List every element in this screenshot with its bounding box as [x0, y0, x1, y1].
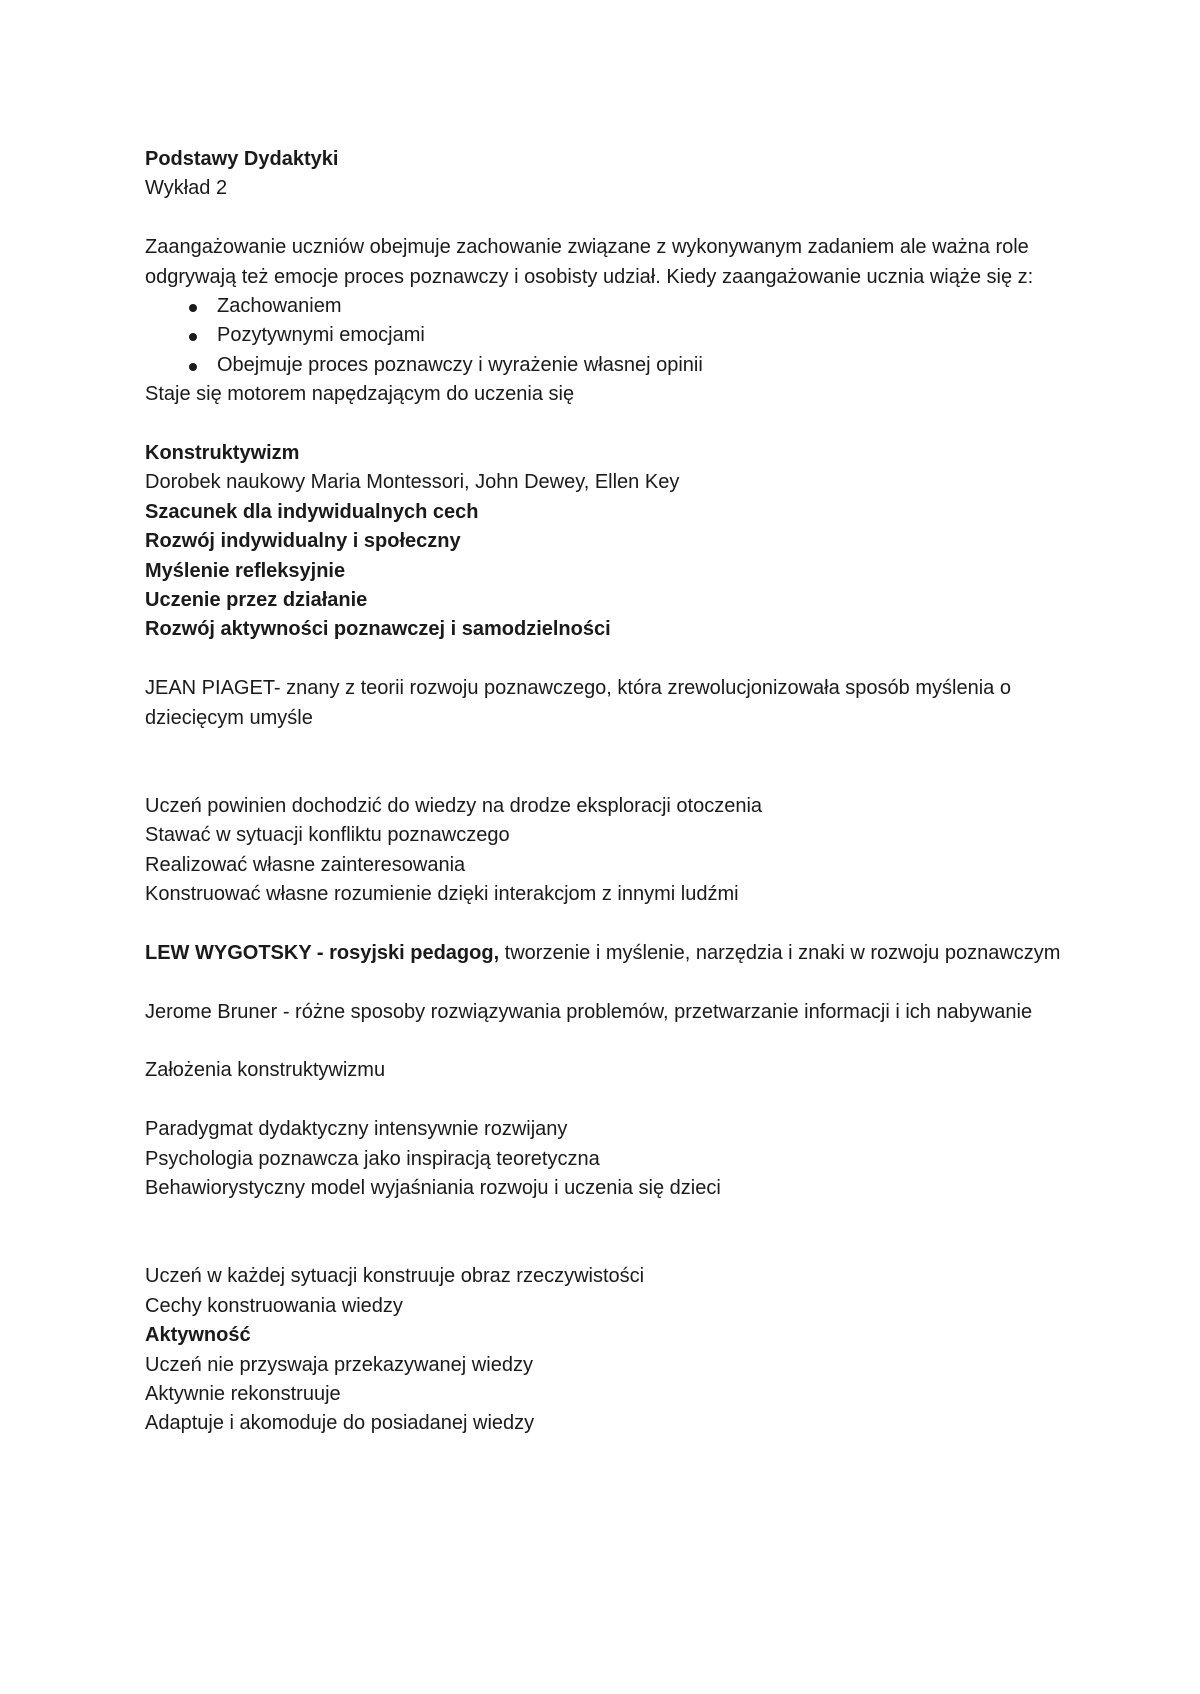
- construction-line: Uczeń w każdej sytuacji konstruuje obraz rzeczywistości: [145, 1265, 645, 1288]
- vygotsky-description: tworzenie i myślenie, narzędzia i znaki w rozwoju poznawczym: [499, 941, 1061, 964]
- constructivism-legacy: Dorobek naukowy Maria Montessori, John Dewey, Ellen Key: [145, 471, 680, 494]
- assumption-line: Paradygmat dydaktyczny intensywnie rozwijany: [145, 1118, 568, 1141]
- section-heading-constructivism: Konstruktywizm: [145, 442, 300, 465]
- bruner-paragraph: Jerome Bruner - różne sposoby rozwiązywania problemów, przetwarzanie informacji i ich nabywanie: [145, 1000, 1033, 1023]
- activity-line: Uczeń nie przyswaja przekazywanej wiedzy: [145, 1353, 533, 1376]
- document-body: [145, 145, 1085, 1439]
- activity-line: Aktywnie rekonstruuje: [145, 1382, 341, 1405]
- student-line: Realizować własne zainteresowania: [145, 853, 466, 876]
- list-item: Obejmuje proces poznawczy i wyrażenie własnej opinii: [187, 351, 1085, 380]
- assumption-line: Psychologia poznawcza jako inspiracją teoretyczna: [145, 1147, 600, 1170]
- constructivism-point: Rozwój indywidualny i społeczny: [145, 530, 461, 553]
- lecture-label: Wykład 2: [145, 177, 228, 200]
- constructivism-point: Rozwój aktywności poznawczej i samodzielności: [145, 618, 611, 641]
- intro-conclusion: Staje się motorem napędzającym do uczenia się: [145, 383, 575, 406]
- piaget-paragraph: JEAN PIAGET- znany z teorii rozwoju poznawczego, która zrewolucjonizowała sposób myślenia o dziecięcym umyśle: [145, 677, 1011, 729]
- constructivism-point: Myślenie refleksyjnie: [145, 559, 346, 582]
- student-line: Stawać w sytuacji konfliktu poznawczego: [145, 824, 510, 847]
- engagement-list: [145, 292, 1085, 380]
- assumptions-heading: Założenia konstruktywizmu: [145, 1059, 386, 1082]
- constructivism-point: Uczenie przez działanie: [145, 589, 368, 612]
- document-title: Podstawy Dydaktyki: [145, 148, 339, 170]
- student-line: Uczeń powinien dochodzić do wiedzy na drodze eksploracji otoczenia: [145, 794, 763, 817]
- vygotsky-paragraph: [145, 939, 1085, 968]
- vygotsky-name: LEW WYGOTSKY - rosyjski pedagog,: [145, 941, 500, 964]
- student-line: Konstruować własne rozumienie dzięki interakcjom z innymi ludźmi: [145, 883, 739, 906]
- list-item: Zachowaniem: [187, 292, 1085, 321]
- section-heading-activity: Aktywność: [145, 1324, 251, 1347]
- activity-line: Adaptuje i akomoduje do posiadanej wiedzy: [145, 1412, 535, 1435]
- constructivism-point: Szacunek dla indywidualnych cech: [145, 500, 479, 523]
- construction-line: Cechy konstruowania wiedzy: [145, 1294, 403, 1317]
- intro-paragraph: Zaangażowanie uczniów obejmuje zachowanie związane z wykonywanym zadaniem ale ważna role odgrywają też emocje proces poznawczy i osobisty udział. Kiedy zaangażowanie ucznia wiąże się z:: [145, 236, 1034, 288]
- assumption-line: Behawiorystyczny model wyjaśniania rozwoju i uczenia się dzieci: [145, 1177, 721, 1200]
- list-item: Pozytywnymi emocjami: [187, 321, 1085, 350]
